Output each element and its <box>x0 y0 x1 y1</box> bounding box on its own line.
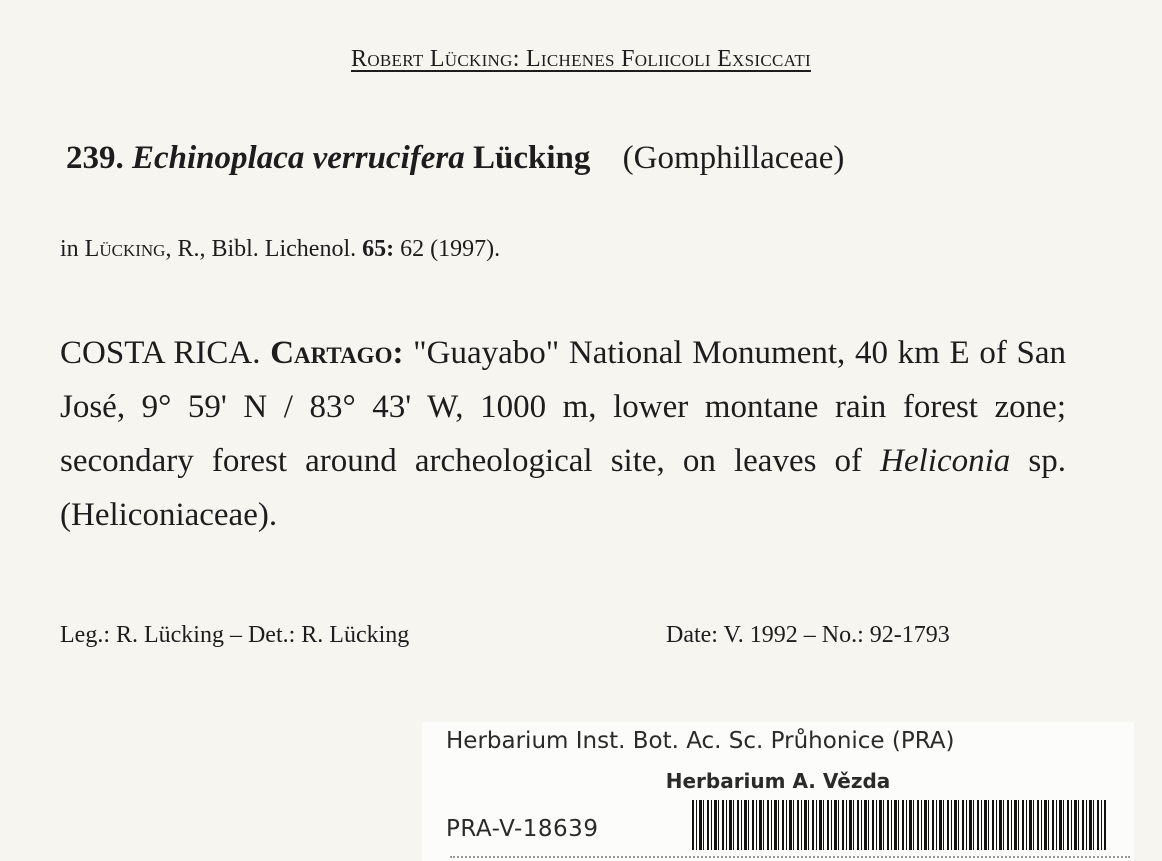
series-title: Robert Lücking: Lichenes Foliicoli Exsiccati <box>351 46 811 72</box>
collection-date-number: Date: V. 1992 – No.: 92-1793 <box>666 622 950 648</box>
family-name: (Gomphillaceae) <box>622 140 845 176</box>
specimen-id: PRA-V-18639 <box>446 816 599 842</box>
exsiccata-number: 239. <box>66 140 124 176</box>
herbarium-institution: Herbarium Inst. Bot. Ac. Sc. Průhonice (PRA) <box>446 728 955 754</box>
citation-volume: 65: <box>362 236 395 262</box>
species-name: Echinoplaca verrucifera <box>132 140 465 176</box>
locality-province: Cartago: <box>270 335 404 371</box>
species-title <box>66 140 844 177</box>
citation-author: Lücking <box>84 236 166 262</box>
citation-pages: 62 (1997). <box>400 236 501 262</box>
citation-prefix: in <box>60 236 79 262</box>
locality-country: COSTA RICA. <box>60 335 261 371</box>
barcode <box>692 800 1106 850</box>
host-family: sp. (Heliconiaceae). <box>60 443 1066 533</box>
host-genus: Heliconia <box>880 443 1011 479</box>
species-author: Lücking <box>472 140 591 176</box>
locality-description: "Guayabo" National Monument, 40 km E of San José, 9° 59' N / 83° 43' W, 1000 m, lower montane rain forest zone; secondary forest around archeological site, on leaves of <box>60 335 1066 479</box>
herbarium-label <box>422 722 1134 861</box>
series-header <box>0 46 1162 73</box>
literature-citation <box>60 236 500 263</box>
herbarium-collection: Herbarium A. Vězda <box>665 769 891 793</box>
citation-journal: , R., Bibl. Lichenol. <box>165 236 357 262</box>
perforation-edge <box>450 856 1130 858</box>
locality-text <box>60 326 1066 542</box>
collector-determiner: Leg.: R. Lücking – Det.: R. Lücking <box>60 622 410 648</box>
